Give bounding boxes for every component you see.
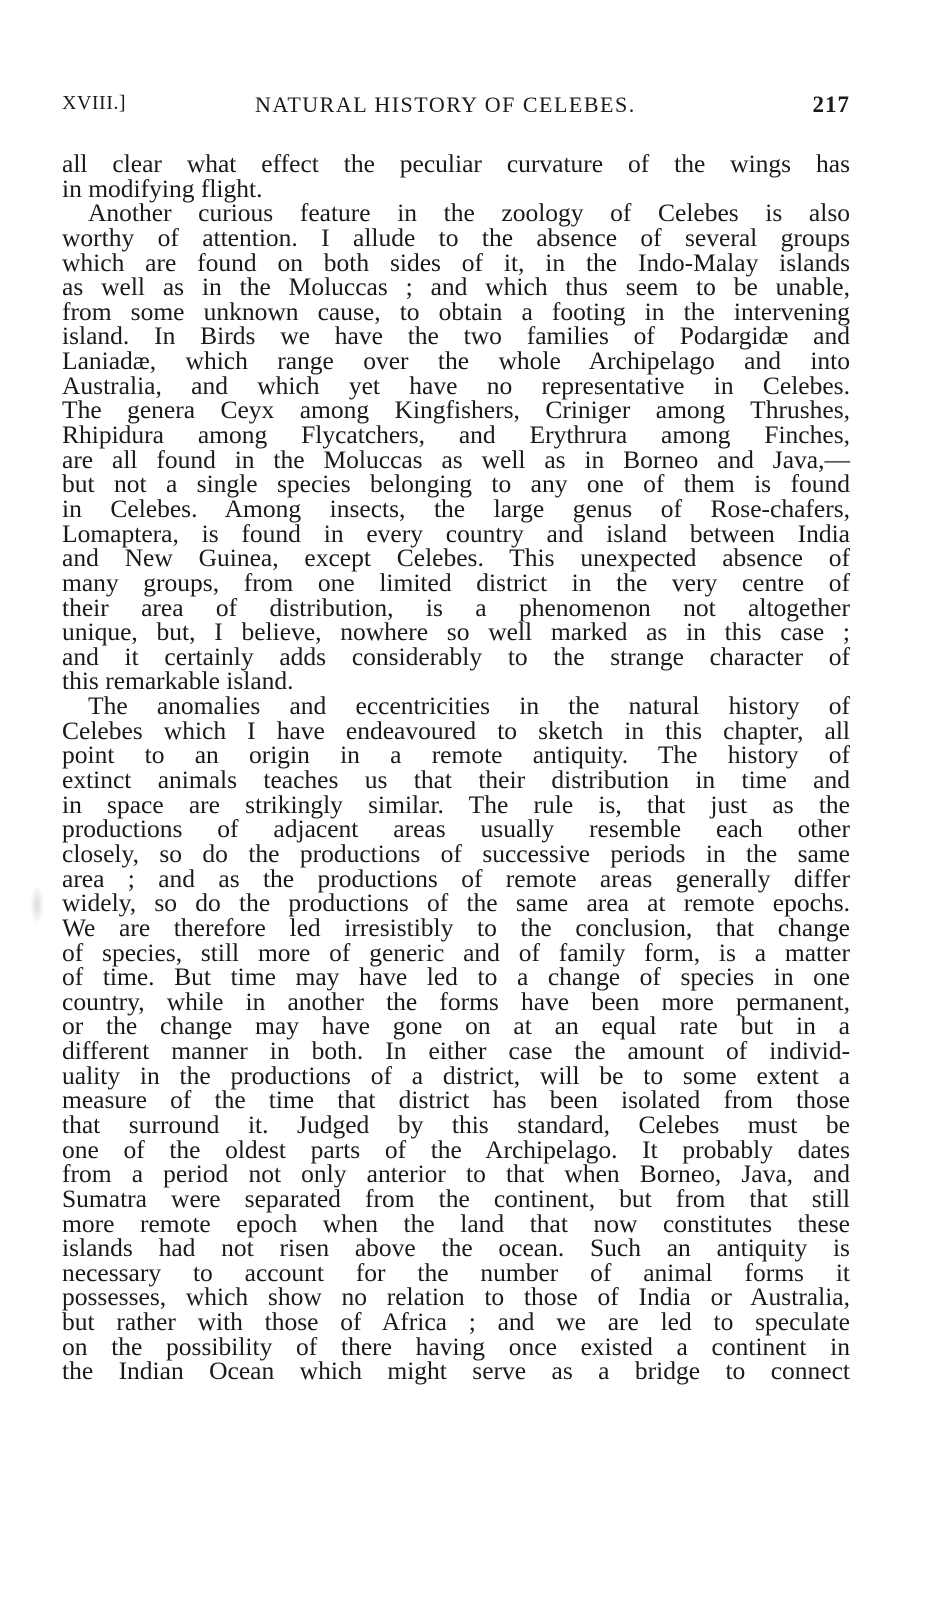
text-line: in space are strikingly similar. The rule is, that just as the — [62, 789, 850, 819]
text-line: but rather with those of Africa ; and we are led to speculate — [62, 1307, 850, 1337]
running-title: NATURAL HISTORY OF CELEBES. — [255, 92, 636, 117]
text-line: that surround it. Judged by this standard, Celebes must be — [62, 1109, 850, 1139]
text-line: Sumatra were separated from the continent, but from that still — [62, 1183, 850, 1213]
text-line: necessary to account for the number of animal forms it — [62, 1257, 850, 1287]
text-line: and it certainly adds considerably to the strange character of — [62, 641, 850, 671]
text-line: more remote epoch when the land that now constitutes these — [62, 1208, 850, 1238]
chapter-marker: XVIII.] — [62, 92, 127, 114]
running-head — [62, 92, 850, 122]
text-line: from a period not only anterior to that when Borneo, Java, and — [62, 1159, 850, 1189]
text-line: Lomaptera, is found in every country and island between India — [62, 518, 850, 548]
text-line: Rhipidura among Flycatchers, and Erythrura among Finches, — [62, 420, 850, 450]
body-text — [62, 149, 850, 1386]
text-line: possesses, which show no relation to those of India or Australia, — [62, 1282, 850, 1312]
text-line: island. In Birds we have the two families of Podargidæ and — [62, 321, 850, 351]
text-line: Australia, and which yet have no representative in Celebes. — [62, 370, 850, 400]
text-line: are all found in the Moluccas as well as in Borneo and Java,— — [62, 444, 850, 474]
text-line: We are therefore led irresistibly to the conclusion, that change — [62, 912, 850, 942]
text-line: from some unknown cause, to obtain a footing in the intervening — [62, 296, 850, 326]
text-line: area ; and as the productions of remote areas generally differ — [62, 863, 850, 893]
text-line: different manner in both. In either case the amount of individ- — [62, 1036, 850, 1066]
text-line: productions of adjacent areas usually resemble each other — [62, 814, 850, 844]
text-line: in modifying flight. — [62, 173, 263, 203]
text-line: the Indian Ocean which might serve as a bridge to connect — [62, 1356, 850, 1386]
text-line: The anomalies and eccentricities in the natural history of — [88, 691, 850, 721]
text-line: and New Guinea, except Celebes. This unexpected absence of — [62, 543, 850, 573]
text-line: all clear what effect the peculiar curvature of the wings has — [62, 149, 850, 178]
text-line: worthy of attention. I allude to the absence of several groups — [62, 222, 850, 252]
text-line: The genera Ceyx among Kingfishers, Criniger among Thrushes, — [62, 395, 850, 425]
text-line: of species, still more of generic and of family form, is a matter — [62, 937, 850, 967]
text-line: point to an origin in a remote antiquity. The history of — [62, 740, 850, 770]
text-line: many groups, from one limited district in the very centre of — [62, 567, 850, 597]
text-line: uality in the productions of a district, will be to some extent a — [62, 1060, 850, 1090]
text-line: Laniadæ, which range over the whole Archipelago and into — [62, 346, 850, 376]
text-line: or the change may have gone on at an equal rate but in a — [62, 1011, 850, 1041]
text-line: Celebes which I have endeavoured to sketch in this chapter, all — [62, 715, 850, 745]
text-line: country, while in another the forms have been more permanent, — [62, 986, 850, 1016]
text-line: Another curious feature in the zoology of Celebes is also — [88, 198, 850, 228]
text-line: which are found on both sides of it, in the Indo-Malay islands — [62, 247, 850, 277]
text-line: closely, so do the productions of successive periods in the same — [62, 838, 850, 868]
text-line: one of the oldest parts of the Archipelago. It probably dates — [62, 1134, 850, 1164]
text-line: their area of distribution, is a phenomenon not altogether — [62, 592, 850, 622]
text-line: islands had not risen above the ocean. Such an antiquity is — [62, 1233, 850, 1263]
text-line: measure of the time that district has been isolated from those — [62, 1085, 850, 1115]
text-line: of time. But time may have led to a change of species in one — [62, 962, 850, 992]
text-line: on the possibility of there having once existed a continent in — [62, 1331, 850, 1361]
text-line: unique, but, I believe, nowhere so well marked as in this case ; — [62, 617, 850, 647]
text-line: this remarkable island. — [62, 666, 294, 696]
text-line: extinct animals teaches us that their distribution in time and — [62, 765, 850, 795]
paper-smudge — [30, 885, 44, 925]
text-line: widely, so do the productions of the same area at remote epochs. — [62, 888, 850, 918]
text-line: as well as in the Moluccas ; and which thus seem to be unable, — [62, 272, 850, 302]
text-line: but not a single species belonging to any one of them is found — [62, 469, 850, 499]
text-line: in Celebes. Among insects, the large genus of Rose-chafers, — [62, 493, 850, 523]
page-number: 217 — [812, 92, 850, 117]
